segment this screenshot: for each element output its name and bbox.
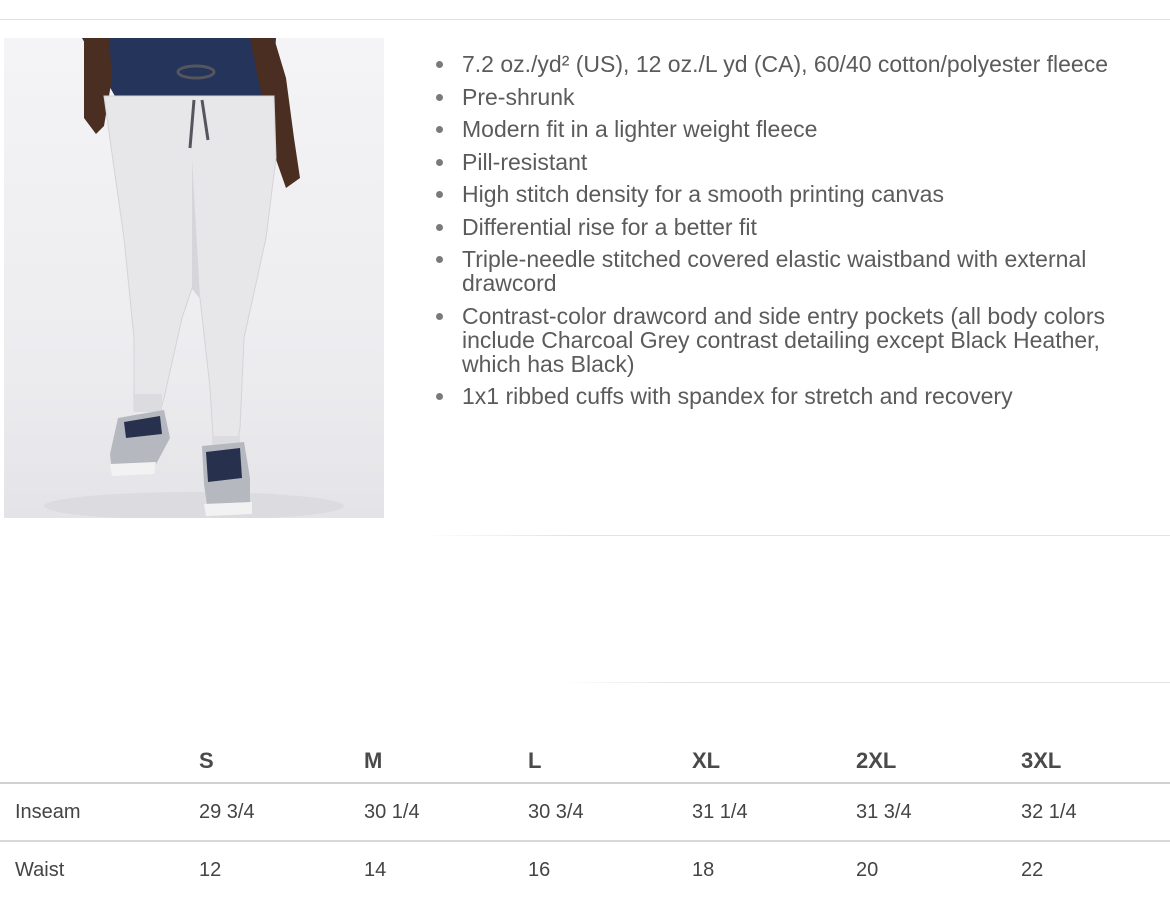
feature-list [430, 52, 1110, 417]
feature-text: Modern fit in a lighter weight fleece [462, 116, 818, 142]
feature-text: 1x1 ribbed cuffs with spandex for stretch and recovery [462, 383, 1013, 409]
feature-item [430, 215, 1110, 239]
bullet-icon [436, 393, 443, 400]
table-cell: 29 3/4 [199, 800, 255, 823]
feature-text: Pre-shrunk [462, 83, 575, 110]
table-cell: 32 1/4 [1021, 800, 1077, 823]
header-cell-3xl: 3XL [1021, 748, 1062, 773]
table-cell: 18 [692, 858, 715, 881]
table-row [0, 842, 1170, 898]
feature-item [430, 182, 1110, 206]
table-cell: 31 1/4 [692, 800, 748, 823]
feature-text: Contrast-color drawcord and side entry pockets (all body colors include Charcoal Grey contrast detailing except Black Heather, which has Black) [462, 302, 1106, 377]
header-cell-m: M [364, 748, 383, 773]
table-cell: 14 [364, 858, 387, 881]
section-divider [420, 535, 1170, 536]
header-cell-2xl: 2XL [856, 748, 897, 773]
table-cell: 20 [856, 858, 879, 881]
row-label: Waist [15, 858, 65, 881]
feature-item [430, 52, 1110, 76]
bullet-icon [436, 256, 443, 263]
top-divider [0, 19, 1170, 20]
feature-item [430, 384, 1110, 408]
feature-text: Differential rise for a better fit [462, 213, 757, 240]
table-cell: 30 1/4 [364, 800, 420, 823]
feature-item [430, 304, 1110, 376]
bullet-icon [436, 191, 443, 198]
section-divider [560, 682, 1170, 683]
bullet-icon [436, 224, 443, 231]
feature-text: 7.2 oz./yd² (US), 12 oz./L yd (CA), 60/40 cotton/polyester fleece [462, 51, 1109, 77]
feature-text: High stitch density for a smooth printing canvas [462, 181, 944, 207]
feature-item [430, 247, 1110, 295]
table-cell: 30 3/4 [528, 800, 584, 823]
row-label: Inseam [15, 800, 81, 823]
feature-item [430, 85, 1110, 109]
table-cell: 22 [1021, 858, 1044, 881]
bullet-icon [436, 61, 443, 68]
header-cell-l: L [528, 748, 542, 773]
product-image [4, 38, 384, 518]
table-cell: 31 3/4 [856, 800, 912, 823]
feature-item [430, 150, 1110, 174]
bullet-icon [436, 94, 443, 101]
feature-item [430, 117, 1110, 141]
table-cell: 12 [199, 858, 222, 881]
table-cell: 16 [528, 858, 551, 881]
header-cell-s: S [199, 748, 214, 773]
header-cell-xl: XL [692, 748, 721, 773]
feature-text: Pill-resistant [462, 148, 588, 175]
size-header-row [0, 740, 1170, 784]
feature-text: Triple-needle stitched covered elastic waistband with external drawcord [462, 246, 1087, 296]
bullet-icon [436, 126, 443, 133]
table-row [0, 784, 1170, 842]
bullet-icon [436, 313, 443, 320]
bullet-icon [436, 159, 443, 166]
size-chart-table [0, 740, 1170, 898]
